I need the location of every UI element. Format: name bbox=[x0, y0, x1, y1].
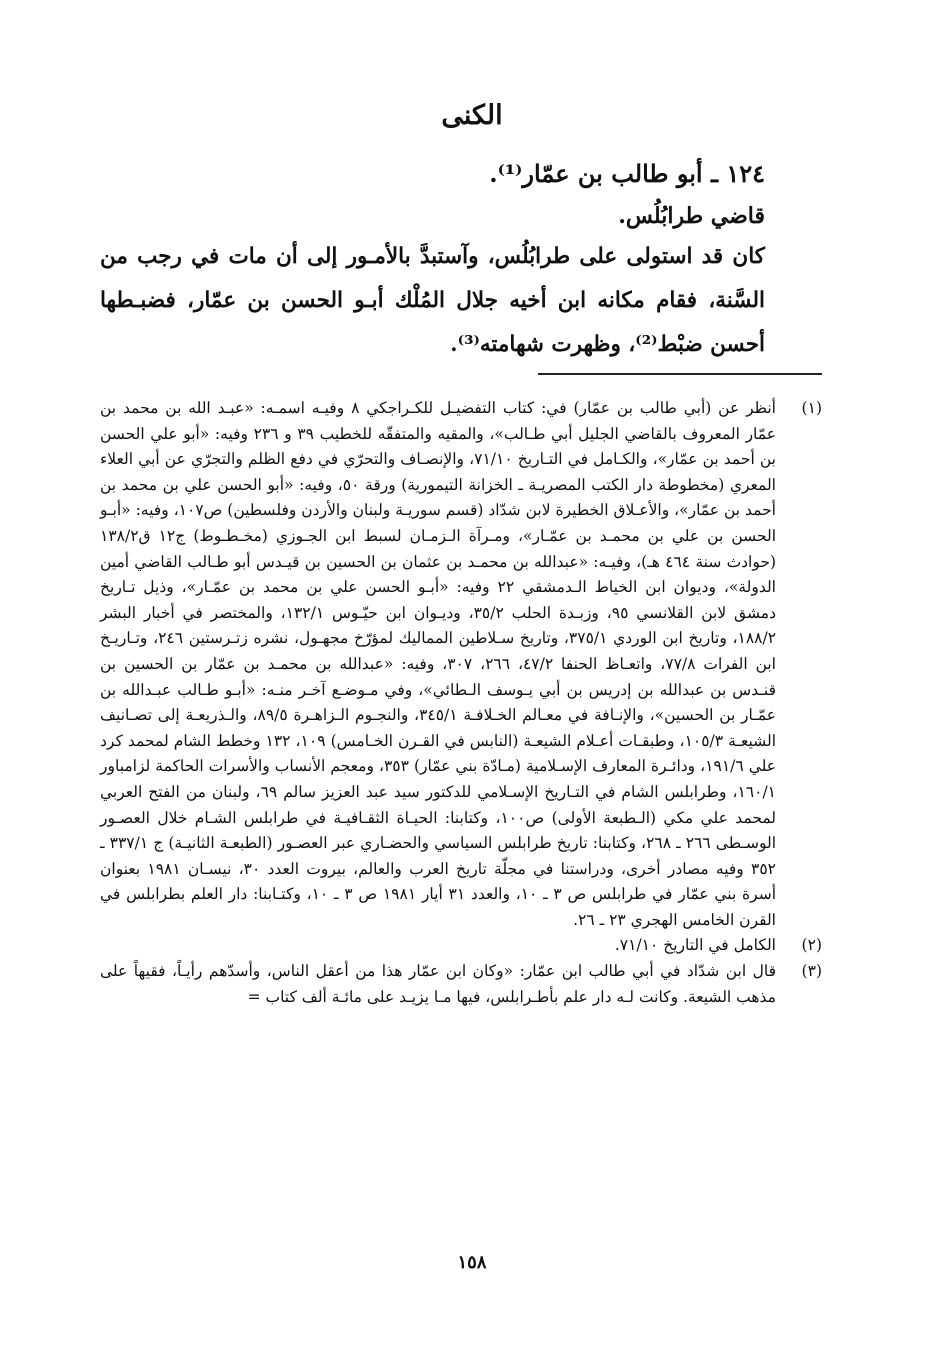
page-number: ١٥٨ bbox=[457, 1252, 487, 1273]
footnote-number: (١) bbox=[801, 399, 822, 417]
section-title: الكنى bbox=[441, 100, 503, 131]
footnote-divider bbox=[538, 373, 822, 375]
entry-subtitle: قاضي طرابُلُس. bbox=[618, 203, 765, 229]
footnote-text: قال ابن شدّاد في أبي طالب ابن عمّار: «وكان ابن عمّار هذا من أعقل الناس، وأسدّهم رأيـاً، فقيهاً على مذهب الشيعة. وكانت لـه دار علم بأطـرابلس، فيها مـا يزيـد على مائـة ألف كتاب = bbox=[100, 962, 776, 1006]
footnote-text: أنظر عن (أبي طالب بن عمّار) في: كتاب التفضيـل للكـراجكي ٨ وفيـه اسمـه: «عبـد الله بن محمد بن عمّار المعروف بالقاضي الجليل أبي طـالب»، والمقيه والمتفقّه للخطيب ٣٩ و ٢٣٦ وفيه: «أبو علي الحسن بن أحمد بن عمّار»، والكـامل في التـاريخ ٧١/١٠، والإنصـاف والتحرّي في دفع الظلم والتجرّي عن أبي العلاء المعري (مخطوطة دار الكتب المصريـة ـ الخزانة التيمورية) ورقة ٥٠، وفيه: «أبو الحسن علي بن محمد بن أحمد بن عمّار»، والأعـلاق الخطيرة لابن شدّاد (قسم سوريـة ولبنان والأردن وفلسطين) ص١٠٧، وفيه: «أبـو الحسن بن علي بن محمـد بن عمّـار»، ومـرآة الـزمـان لسبط ابن الجـوزي (مخـطـوط) ج١٢ ق١٣٨/٢ (حوادث سنة ٤٦٤ هـ)، وفيـه: «عبدالله بن محمـد بن عثمان بن الحسين بن قيـدس أبو طـالب القاضي أمين الدولة»، وديوان ابن الخياط الـدمشقي ٢٢ وفيه: «أبـو الحسن علي بن محمد بن عمّـار»، وذيل تـاريخ دمشق لابن القلانسي ٩٥، وزبـدة الحلب ٣٥/٢، وديـوان ابن حيّـوس ١٣٢/١، والمختصر في أخبار البشر ١٨٨/٢، وتاريخ ابن الوردي ٣٧٥/١، وتاريخ سـلاطين المماليك لمؤرّخ مجهـول، نشره زتـرستين ٢٤٦، وتـاريـخ ابن الفرات ٧٧/٨، واتعـاظ الحنفا ٤٧/٢، ٢٦٦، ٣٠٧، وفيه: «عبدالله بن محمـد بن عمّار بن الحسين بن قنـدس بن عبدالله بن إدريس بن أبي يـوسف الـطائي»، وفي مـوضـع آخـر منـه: «أبـو طـالب عبـدالله بن عمّـار بن الحسين»، والإنـافة في معـالم الخـلافـة ٣٤٥/١، والنجـوم الـزاهـرة ٨٩/٥، والـذريعـة إلى تصـانيف الشيعـة ١٠٥/٣، وطبقـات أعـلام الشيعـة (النابس في القـرن الخـامس) ١٠٩، ١٣٢ وخطط الشام لمحمد كرد علي ١٩١/٦، ودائـرة المعارف الإسـلامية (مـادّة بني عمّار) ٣٥٣، ومعجم الأنساب والأسرات الحاكمة لزامباور ١٦٠/١، وطرابلس الشام في التـاريخ الإسـلامي للدكتور سيد عبد العزيز سالم ٦٩، ولبنان من الفتح العربي لمحمد علي مكي (الـطبعة الأولى) ص١٠٠، وكتابنا: الحيـاة الثقـافيـة في طرابلس الشـام خلال العصـور الوسـطى ٢٦٦ ـ ٢٦٨، وكتابنا: تاريخ طرابلس السياسي والحضـاري عبر العصـور (الطبعـة الثانيـة) ج ٣٣٧/١ ـ ٣٥٢ وفيه مصادر أخرى، ودراستنا في مجلّة تاريخ العرب والعالم، بيروت العدد ٣٠، نيسـان ١٩٨١ بعنوان أسرة بني عمّار في طرابلس ص ٣ ـ ١٠، والعدد ٣١ أيار ١٩٨١ ص ٣ ـ ١٠، وكتـابنا: دار العلم بطرابلس في القرن الخامس الهجري ٢٣ ـ ٢٦. bbox=[100, 399, 777, 929]
entry-heading: ١٢٤ ـ أبو طالب بن عمّار⁽¹⁾. bbox=[489, 159, 765, 188]
entry-header bbox=[100, 152, 765, 238]
footnotes bbox=[100, 396, 822, 1010]
footnote-1 bbox=[100, 396, 822, 933]
entry-body: كان قد استولى على طرابُلُس، وآستبدَّ بالأمـور إلى أن مات في رجب من السَّنة، فقام مكانه ابن أخيه جلال المُلْك أبـو الحسن بن عمّار، فضبـطها أحسن ضبْط⁽²⁾، وظهرت شهامته⁽³⁾. bbox=[100, 244, 765, 357]
footnote-text: الكامل في التاريخ ٧١/١٠. bbox=[614, 936, 776, 955]
footnote-3 bbox=[100, 959, 822, 1010]
footnote-number: (٢) bbox=[801, 936, 822, 955]
footnote-2 bbox=[100, 933, 822, 959]
footnote-number: (٣) bbox=[801, 962, 822, 981]
